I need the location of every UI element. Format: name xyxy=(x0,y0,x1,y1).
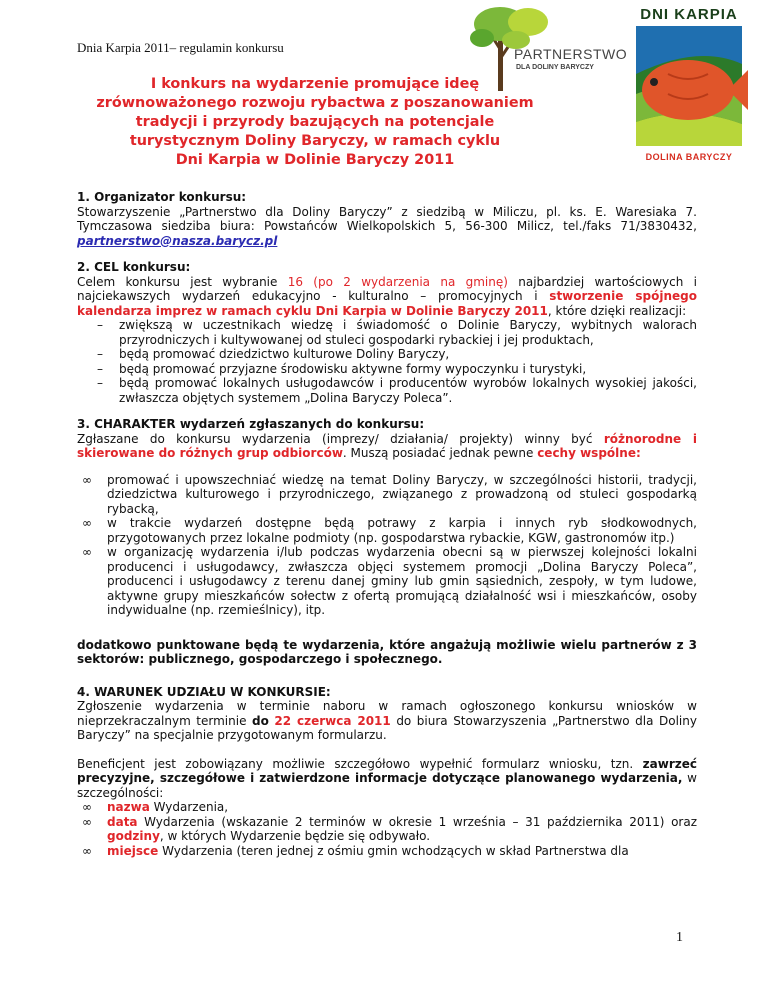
running-header: Dnia Karpia 2011– regulamin konkursu xyxy=(77,40,284,55)
section-heading: 2. CEL konkursu: xyxy=(77,260,191,274)
list-item: ∞ w trakcie wydarzeń dostępne będą potrawy z karpia i innych ryb słodkowodnych, przygotowanych przez lokalne podmioty (np. gospodarstwa rybackie, KGW, gastronomów itp.) xyxy=(82,516,697,545)
list-item: ∞ data Wydarzenia (wskazanie 2 terminów w okresie 1 września – 31 października 2011) oraz godziny, w których Wydarzenie będzie się odbywało. xyxy=(82,814,697,843)
list-item: ∞ miejsce Wydarzenia (teren jednej z ośmiu gmin wchodzących w skład Partnerstwa dla xyxy=(82,843,629,858)
infinity-bullet-icon: ∞ xyxy=(82,516,92,530)
dni-karpia-logo xyxy=(628,4,750,168)
section-goal xyxy=(77,260,697,405)
beneficiary-text: Beneficjent jest zobowiązany możliwie szczegółowo wypełnić formularz wniosku, tzn. zawrzeć precyzyjne, szczegółowe i zatwierdzone informacje dotyczące planowanego wydarzenia, w szczególności: xyxy=(77,756,697,800)
partnerstwo-logo-text: PARTNERSTWO xyxy=(514,46,628,62)
section-heading: 1. Organizator konkursu: xyxy=(77,190,247,204)
infinity-bullet-icon: ∞ xyxy=(82,545,92,559)
section-heading: 3. CHARAKTER wydarzeń zgłaszanych do konkursu: xyxy=(77,417,425,431)
page-number: 1 xyxy=(676,930,683,945)
list-item: – zwiększą w uczestnikach wiedzę i świadomość o Dolinie Baryczy, wybitnych walorach przyrodniczych i kultywowanej od stuleci gospodarki rybackiej i jej produktach, xyxy=(97,318,697,347)
title-line: I konkurs na wydarzenie promujące ideę xyxy=(150,76,480,92)
section-heading: 4. WARUNEK UDZIAŁU W KONKURSIE: xyxy=(77,684,331,699)
section-condition xyxy=(77,685,697,859)
list-item: – będą promować przyjazne środowisku aktywne formy wypoczynku i turystyki, xyxy=(97,362,697,377)
dni-karpia-logo-subtitle: DOLINA BARYCZY xyxy=(645,152,733,162)
carp-logo-graphic xyxy=(628,4,750,168)
organizer-text: Stowarzyszenie „Partnerstwo dla Doliny Baryczy” z siedzibą w Miliczu, pl. ks. E. Waresiaka 7. Tymczasowa siedziba biura: Powstańców Wielkopolskich 5, 56-300 Milicz, tel./faks 71/3830432, partnerstwo@nasza.barycz.pl xyxy=(77,204,697,248)
condition-text: Zgłoszenie wydarzenia w terminie naboru w ramach ogłoszonego konkursu wniosków w nieprzekraczalnym terminie do 22 czerwca 2011 do biura Stowarzyszenia „Partnerstwo dla Doliny Baryczy” na specjalnie przygotowanym formularzu. xyxy=(77,699,697,742)
section-character xyxy=(77,417,697,667)
application-fields-list xyxy=(77,800,697,858)
section-organizer xyxy=(77,190,697,248)
bonus-scoring-note: dodatkowo punktowane będą te wydarzenia, które angażują możliwie wielu partnerów z 3 sektorów: publicznego, gospodarczego i społecznego. xyxy=(77,637,697,666)
infinity-bullet-icon: ∞ xyxy=(82,472,92,487)
email-link[interactable]: partnerstwo@nasza.barycz.pl xyxy=(77,233,278,248)
list-item: – będą promować dziedzictwo kulturowe Doliny Baryczy, xyxy=(97,347,697,362)
title-line: turystycznym Doliny Baryczy, w ramach cyklu xyxy=(129,133,501,149)
infinity-bullet-icon: ∞ xyxy=(82,843,92,858)
character-list xyxy=(77,473,697,618)
goal-list xyxy=(77,318,697,405)
list-item: ∞ w organizację wydarzenia i/lub podczas wydarzenia obecni są w pierwszej kolejności lokalni producenci i usługodawcy, zwłaszcza objęci systemem promocji „Dolina Baryczy Poleca”, producenci i usługodawcy z terenu danej gminy lub gmin sąsiednich, zespoły, w tym ludowe, aktywne grupy mieszkańców sołectw z ofertą promującą działalność wsi i mieszkańców, osoby indywidualne (np. rzemieślnicy), itp. xyxy=(82,545,697,617)
infinity-bullet-icon: ∞ xyxy=(82,800,92,814)
list-item: ∞ promować i upowszechniać wiedzę na temat Doliny Baryczy, w szczególności historii, tradycji, dziedzictwa kulturowego i przyrodniczego, związanego z prowadzoną od stuleci gospodarką rybacką, xyxy=(82,472,697,516)
list-item: ∞ nazwa Wydarzenia, xyxy=(82,800,229,814)
title-line: Dni Karpia w Dolinie Baryczy 2011 xyxy=(175,152,455,168)
goal-text: Celem konkursu jest wybranie 16 (po 2 wydarzenia na gminę) najbardziej wartościowych i najciekawszych wydarzeń edukacyjno - kulturalno – promocyjnych i stworzenie spójnego kalendarza imprez w ramach cyklu Dni Karpia w Dolinie Baryczy 2011, które dzięki realizacji: xyxy=(77,274,697,318)
document-title xyxy=(80,75,550,170)
partnerstwo-logo-subtext: DLA DOLINY BARYCZY xyxy=(516,64,594,71)
character-text: Zgłaszane do konkursu wydarzenia (imprezy/ działania/ projekty) winny być różnorodne i skierowane do różnych grup odbiorców. Muszą posiadać jednak pewne cechy wspólne: xyxy=(77,431,697,460)
document-body xyxy=(77,190,697,858)
list-item: – będą promować lokalnych usługodawców i producentów wyrobów lokalnych wysokiej jakości, zwłaszcza objętych systemem „Dolina Baryczy Poleca”. xyxy=(97,376,697,405)
infinity-bullet-icon: ∞ xyxy=(82,814,92,829)
title-line: zrównoważonego rozwoju rybactwa z poszanowaniem xyxy=(96,95,534,111)
title-line: tradycji i przyrody bazujących na potencjale xyxy=(135,114,495,130)
dni-karpia-logo-title: DNI KARPIA xyxy=(640,6,738,23)
